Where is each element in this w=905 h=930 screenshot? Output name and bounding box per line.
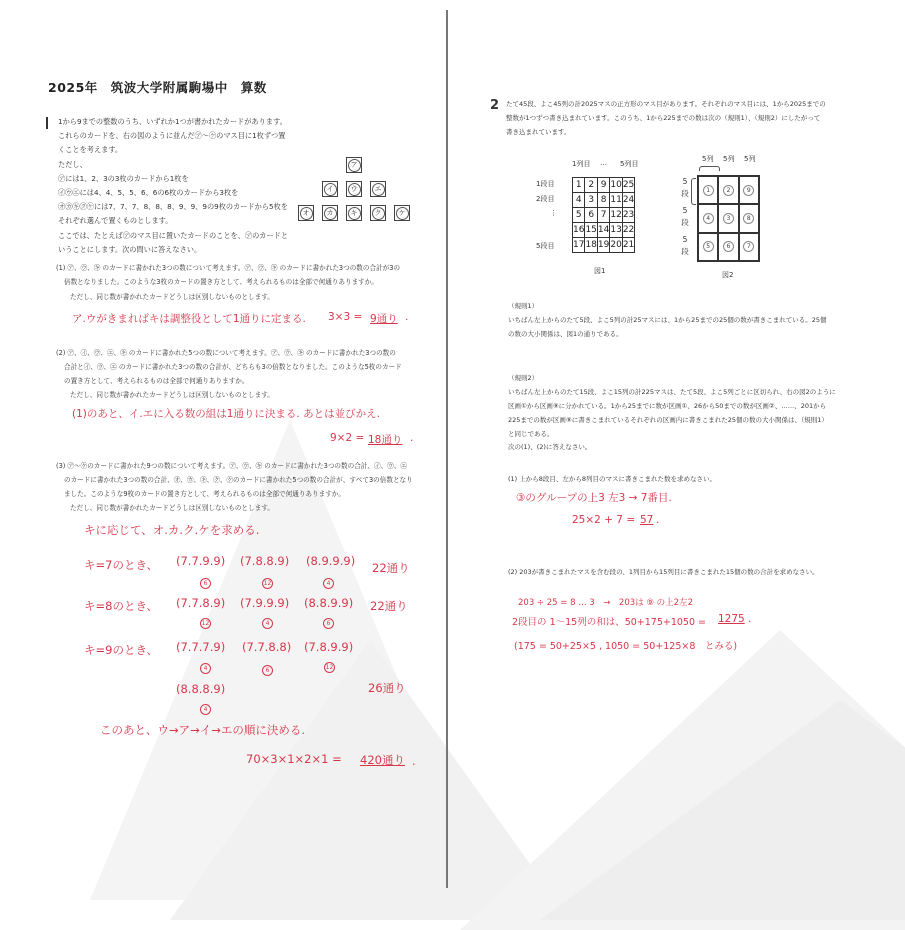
card-slot: ウ xyxy=(346,181,362,197)
fig2-caption: 図2 xyxy=(722,271,734,279)
fig1-cell: 2 xyxy=(585,178,597,193)
q1-2-answer-period: . xyxy=(410,432,414,444)
q2-2-answer: 1275 xyxy=(718,613,745,625)
rule1-line: の数の大小関係は、図1の通りである。 xyxy=(508,330,623,338)
fig1-caption: 図1 xyxy=(594,267,606,275)
card-slot: オ xyxy=(298,205,314,221)
fig1-cell: 11 xyxy=(610,193,622,208)
fig2-cell: 9 xyxy=(739,176,759,204)
case-total: 26通り xyxy=(368,681,406,695)
q1-2-text: ただし、同じ数が書かれたカードどうしは区別しないものとします。 xyxy=(70,391,274,399)
q1-3-text: のカードに書かれた3つの数の合計、㋔、㋕、㋖、㋗、㋘のカードに書かれた5つの数の合計が、すべて3の倍数となり xyxy=(64,476,413,484)
case-count: 12 xyxy=(325,664,334,671)
rule1-line: いちばん左上からのたて5段、よこ5列の計25マスには、1から25までの25個の数が書きこまれている。25個 xyxy=(508,316,827,324)
case-count: 12 xyxy=(263,580,272,587)
q2-1-handwritten-calc: 25×2 + 7 = xyxy=(572,514,639,526)
case-set: (7.7.9.9) xyxy=(176,554,226,568)
q1-intro-line: ㋔㋕㋖㋗㋘には7、7、7、8、8、8、9、9、9の9枚のカードから5枚を xyxy=(58,202,288,211)
fig2-cell: 8 xyxy=(739,204,759,232)
rule2-line: 区画①から区画⑨に分かれている。1から25までに数が区画①、26から50までの数が区画②、……、201から xyxy=(508,402,827,410)
q1-3-text: (3) ㋐〜㋘のカードに書かれた9つの数について考えます。㋐、㋒、㋖ のカードに書かれた3つの数の合計、㋑、㋒、㋓ xyxy=(56,462,407,470)
case-label: キ=9のとき、 xyxy=(84,643,158,657)
case-set: (7.9.9.9) xyxy=(240,596,290,610)
card-slot: カ xyxy=(322,205,338,221)
rule2-line: いちばん左上からのたて15段、よこ15列の計225マスは、たて5段、よこ5列ごとに区切られ、右の図2のように xyxy=(508,388,836,396)
card-slot: エ xyxy=(370,181,386,197)
fig2-cell: 7 xyxy=(739,233,759,261)
case-set: (7.8.9.9) xyxy=(304,640,354,654)
card-slot: キ xyxy=(346,205,362,221)
fig1-cell: 22 xyxy=(622,223,634,238)
q2-intro-line: 書き込まれています。 xyxy=(506,128,571,136)
card-slot: ク xyxy=(370,205,386,221)
case-label: キ=7のとき、 xyxy=(84,558,158,572)
fig1-cell: 9 xyxy=(597,178,609,193)
q1-3-answer: 420通り xyxy=(360,753,405,767)
q1-intro-line: ㋐には1、2、3の3枚のカードから1枚を xyxy=(58,174,189,183)
q1-1-text: ただし、同じ数が書かれたカードどうしは区別しないものとします。 xyxy=(70,293,274,301)
q1-2-text: (2) ㋐、㋑、㋒、㋓、㋖ のカードに書かれた5つの数について考えます。㋐、㋒、㋖ のカードに書かれた3つの数の xyxy=(56,349,396,357)
q2-2-answer-period: . xyxy=(748,613,752,625)
card-slot: ア xyxy=(346,157,362,173)
fig1-cell: 8 xyxy=(597,193,609,208)
fig1-cell: 6 xyxy=(585,208,597,223)
case-set: (7.7.8.9) xyxy=(176,596,226,610)
fig2-cell: 1 xyxy=(698,176,718,204)
q1-3-answer-period: . xyxy=(412,754,416,768)
fig1-cell: 15 xyxy=(585,223,597,238)
fig1-col-header: … xyxy=(600,159,607,167)
fig1-cell: 13 xyxy=(610,223,622,238)
fig1-cell: 20 xyxy=(610,238,622,253)
fig1-cell: 10 xyxy=(610,178,622,193)
fig1-cell: 1 xyxy=(573,178,585,193)
rule2-line: 225までの数が区画⑨に書きこまれているそれぞれの区画内に書きこまれた25個の数の大小関係は、（規則1） xyxy=(508,416,828,424)
fig1-cell: 4 xyxy=(573,193,585,208)
q1-2-text: 合計と㋑、㋒、㋓ のカードに書かれた3つの数の合計が、どちらも3の倍数となりました。このような5枚のカード xyxy=(64,363,402,371)
q1-intro-line: これらのカードを、右の図のように並んだ㋐〜㋘のマス目に1枚ずつ置 xyxy=(58,131,286,140)
q2-intro-line: たて45段、よこ45列の計2025マスの正方形のマス目があります。それぞれのマス目には、1から2025までの xyxy=(506,100,826,108)
fig1-cell: 17 xyxy=(573,238,585,253)
question-2-number: 2 xyxy=(490,98,500,113)
case-count: 6 xyxy=(200,578,211,589)
rule2-line: 次の(1)、(2)に答えなさい。 xyxy=(508,443,592,451)
q1-1-handwritten-note: ア.ウがきまればキは調整役として1通りに定まる. xyxy=(72,313,306,325)
fig2-cell: 2 xyxy=(718,176,738,204)
case-count: 4 xyxy=(323,578,334,589)
q1-1-text: 倍数となりました。このような3枚のカードの置き方として、考えられるものは全部で何通りありますか。 xyxy=(64,278,378,286)
q1-3-text: ただし、同じ数が書かれたカードどうしは区別しないものとします。 xyxy=(70,504,274,512)
fig1-cell: 3 xyxy=(585,193,597,208)
q1-2-text: の置き方として、考えられるものは全部で何通りありますか。 xyxy=(64,377,249,385)
fig2-col-header: 5列 xyxy=(744,155,756,163)
fig1-row-header: 5段目 xyxy=(536,242,555,250)
case-set: (8.8.8.9) xyxy=(176,682,226,696)
q1-2-handwritten-note: (1)のあと、イ.エに入る数の組は1通りに決まる. あとは並びかえ. xyxy=(72,408,380,420)
q2-1-answer-period: . xyxy=(656,514,660,526)
fig2-row-header: 5段 xyxy=(681,177,689,198)
left-page xyxy=(0,0,446,905)
card-slot: イ xyxy=(322,181,338,197)
q2-1-question: (1) 上から8段目、左から8列目のマスに書きこまれた数を求めなさい。 xyxy=(508,475,717,483)
fig2-col-header: 5列 xyxy=(723,155,735,163)
fig1-cell: 25 xyxy=(622,178,634,193)
q1-1-answer: 9通り xyxy=(370,313,398,325)
document-title: 2025年 筑波大学附属駒場中 算数 xyxy=(48,80,267,95)
q1-3-handwritten-calc: 70×3×1×2×1 = xyxy=(246,752,346,766)
case-count: 6 xyxy=(323,618,334,629)
q1-3-order-note: このあと、ウ→ア→イ→エの順に決める. xyxy=(100,723,306,737)
fig1-row-header: 1段目 xyxy=(536,180,555,188)
fig1-cell: 16 xyxy=(573,223,585,238)
q2-2-handwritten-line: 203 ÷ 25 = 8 … 3 → 203は ⑨ の上2左2 xyxy=(518,598,693,608)
case-total: 22通り xyxy=(372,561,410,575)
fig1-cell: 23 xyxy=(622,208,634,223)
fig1-col-header: 1列目 xyxy=(572,160,591,168)
case-count: 12 xyxy=(201,620,210,627)
right-page xyxy=(448,0,905,905)
q1-1-answer-period: . xyxy=(405,311,409,323)
fig1-cell: 12 xyxy=(610,208,622,223)
case-set: (7.8.8.9) xyxy=(240,554,290,568)
q1-intro-line: いうことにします。次の問いに答えなさい。 xyxy=(58,245,202,254)
fig1-cell: 21 xyxy=(622,238,634,253)
card-pyramid-figure xyxy=(296,157,416,225)
fig2-row-header: 5段 xyxy=(681,235,689,256)
fig1-cell: 19 xyxy=(597,238,609,253)
fig2-cell: 3 xyxy=(718,204,738,232)
q2-2-handwritten-line: (175 = 50+25×5 , 1050 = 50+125×8 とみる) xyxy=(514,641,738,652)
q1-intro-line: 1から9までの整数のうち、いずれか1つが書かれたカードがあります。 xyxy=(58,117,287,126)
case-count: 4 xyxy=(262,618,273,629)
case-total: 22通り xyxy=(370,599,408,613)
fig1-cell: 24 xyxy=(622,193,634,208)
q2-2-question: (2) 203が書きこまれたマスを含む段の、1列目から15列目に書きこまれた15個の数の合計を求めなさい。 xyxy=(508,568,819,576)
q1-intro-line: それぞれ選んで置くものとします。 xyxy=(58,216,173,225)
q1-intro-line: ただし、 xyxy=(58,160,87,169)
fig1-cell: 7 xyxy=(597,208,609,223)
rule2-line: と同じである。 xyxy=(508,430,554,438)
fig1-col-header: 5列目 xyxy=(620,160,639,168)
rule1-heading: （規則1） xyxy=(508,302,539,310)
fig1-row-header: ⋮ xyxy=(550,209,557,217)
case-set: (7.7.8.8) xyxy=(242,640,292,654)
q1-3-text: ました。このような9枚のカードの置き方として、考えられるものは全部で何通りありますか。 xyxy=(64,490,345,498)
case-set: (7.7.7.9) xyxy=(176,640,226,654)
q1-intro-line: ㋑㋒㋓には4、4、5、5、6、6の6枚のカードから3枚を xyxy=(58,188,239,197)
rule2-heading: （規則2） xyxy=(508,374,539,382)
q1-1-handwritten-calc: 3×3 = xyxy=(328,311,366,323)
fig1-row-header: 2段目 xyxy=(536,195,555,203)
case-count: 4 xyxy=(200,663,211,674)
q2-2-handwritten-line: 2段目の 1〜15列の和は、50+175+1050 = xyxy=(512,617,710,628)
case-label: キ=8のとき、 xyxy=(84,599,158,613)
q1-1-text: (1) ㋐、㋒、㋖ のカードに書かれた3つの数について考えます。㋐、㋒、㋖ のカードに書かれた3つの数の合計が3の xyxy=(56,264,401,272)
q1-intro-line: ここでは、たとえば㋐のマス目に置いたカードのことを、㋐のカードと xyxy=(58,231,289,240)
fig2-cell: 4 xyxy=(698,204,718,232)
case-count: 6 xyxy=(262,665,273,676)
case-set: (8.8.9.9) xyxy=(304,596,354,610)
q2-1-handwritten-note: ③のグループの上3 左3 → 7番目. xyxy=(516,492,672,504)
q2-intro-line: 整数が1つずつ書き込まれています。このうち、1から225までの数は次の（規則1）、（規則2）にしたがって xyxy=(506,114,821,122)
q1-3-handwritten-intro: キに応じて、オ.カ.ク.ケを求める. xyxy=(84,523,260,537)
q2-1-answer: 57 xyxy=(640,514,654,526)
q1-intro-line: くことを考えます。 xyxy=(58,145,123,154)
fig1-cell: 5 xyxy=(573,208,585,223)
case-set: (8.9.9.9) xyxy=(306,554,356,568)
question-1-marker xyxy=(46,117,48,129)
card-slot: ケ xyxy=(394,205,410,221)
case-count: 4 xyxy=(200,704,211,715)
fig1-cell: 18 xyxy=(585,238,597,253)
fig2-cell: 6 xyxy=(718,233,738,261)
fig1-cell: 14 xyxy=(597,223,609,238)
fig2-row-header: 5段 xyxy=(681,206,689,227)
fig2-cell: 5 xyxy=(698,233,718,261)
q1-2-handwritten-calc: 9×2 = xyxy=(330,432,368,444)
q1-2-answer: 18通り xyxy=(368,434,403,446)
fig2-col-header: 5列 xyxy=(702,155,714,163)
